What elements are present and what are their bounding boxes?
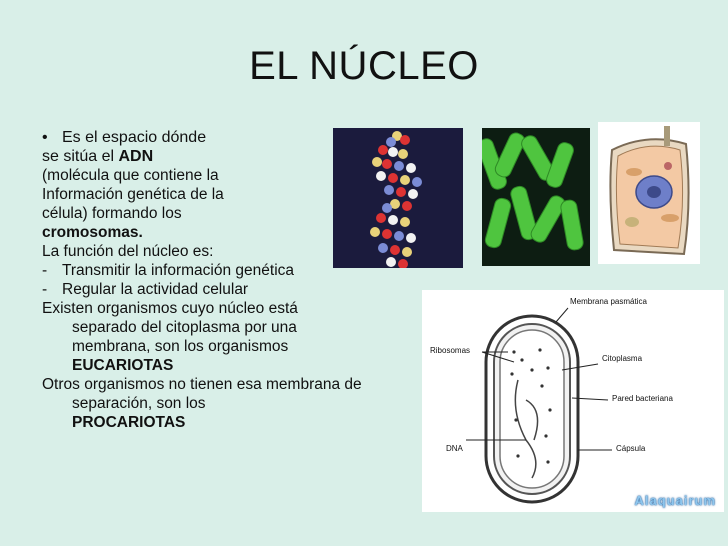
- text-line-2-prefix: se sitúa el: [42, 148, 119, 165]
- slide-title: EL NÚCLEO: [249, 44, 479, 88]
- slide-body-text: [42, 128, 362, 432]
- eukaryotic-cell-image: [598, 122, 700, 264]
- label-pared: Pared bacteriana: [612, 394, 673, 403]
- text-line-5: célula) formando los: [42, 205, 182, 222]
- label-capsula: Cápsula: [616, 444, 646, 453]
- label-citoplasma: Citoplasma: [602, 354, 643, 363]
- list-item-2: Regular la actividad celular: [62, 281, 249, 298]
- adn-term: ADN: [118, 148, 154, 165]
- paragraph-eucariotas: [42, 299, 362, 375]
- text-line-2: [42, 147, 362, 166]
- list-item: [42, 280, 362, 299]
- text-line-6: [42, 223, 362, 242]
- text-line-7: La función del núcleo es:: [42, 243, 214, 260]
- label-membrana: Membrana pasmática: [570, 297, 647, 306]
- paragraph-procariotas: [42, 375, 362, 432]
- label-ribosomas: Ribosomas: [430, 346, 471, 355]
- dash-icon: -: [42, 262, 48, 279]
- text-line-1: Es el espacio dónde: [62, 129, 207, 146]
- bullet-icon: •: [42, 129, 48, 146]
- text-line-3: (molécula que contiene la: [42, 167, 219, 184]
- paragraph-eucariotas-text: Existen organismos cuyo núcleo está separado del citoplasma por una membrana, son los organismos: [42, 300, 298, 355]
- paragraph-procariotas-text: Otros organismos no tienen esa membrana de separación, son los: [42, 376, 362, 412]
- procariotas-term: PROCARIOTAS: [72, 414, 186, 431]
- chromosomes-image: [482, 128, 590, 266]
- label-dna: DNA: [446, 444, 463, 453]
- dash-icon: -: [42, 281, 48, 298]
- eucariotas-term: EUCARIOTAS: [72, 357, 174, 374]
- text-line-4: Información genética de la: [42, 186, 224, 203]
- list-item: [42, 261, 362, 280]
- watermark-logo: Alaquairum: [634, 493, 716, 508]
- prokaryotic-cell-diagram: [422, 290, 724, 512]
- bullet-line: [42, 128, 362, 147]
- list-item-1: Transmitir la información genética: [62, 262, 295, 279]
- cromosomas-term: cromosomas.: [42, 224, 143, 241]
- dna-helix-image: [333, 128, 463, 268]
